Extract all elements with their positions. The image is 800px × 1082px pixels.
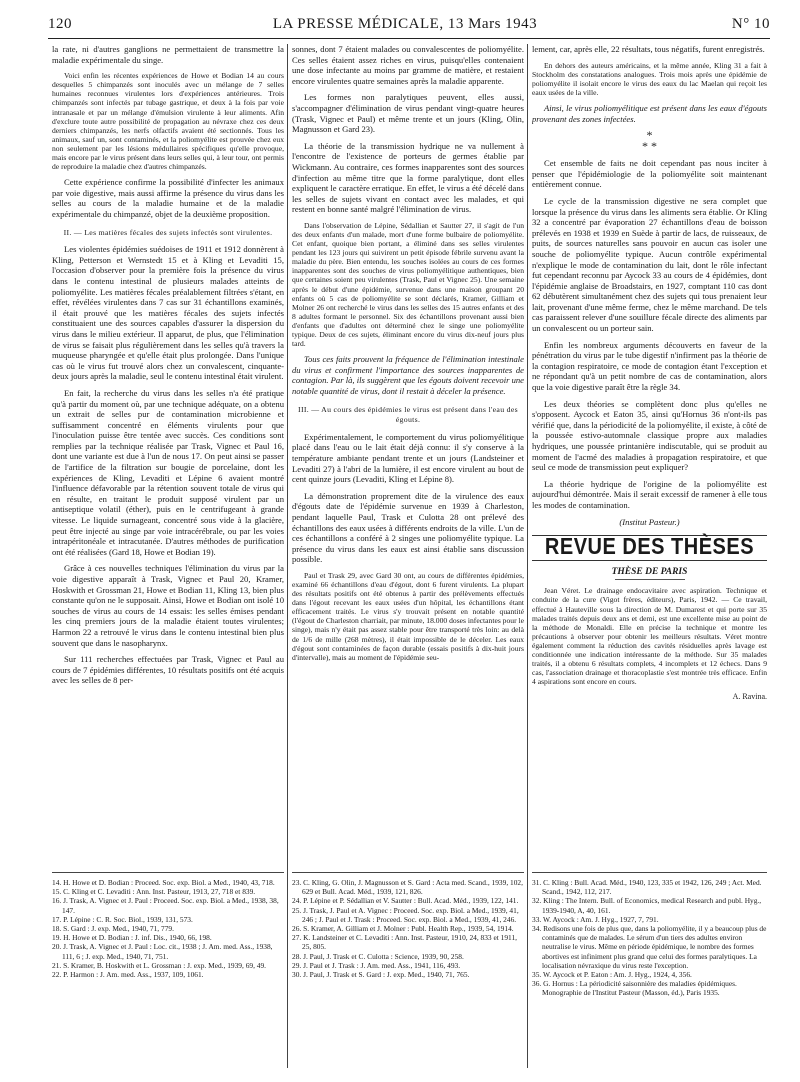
- column-2: [292, 44, 524, 870]
- reference-item: 32. Kling : The Intern. Bull. of Economics, medical Research and publ. Hyg., 1939-1940, A, 40, 161.: [532, 896, 762, 915]
- reference-item: 24. P. Lépine et P. Sédallian et V. Sautter : Bull. Acad. Méd., 1939, 122, 141.: [292, 896, 519, 906]
- paragraph: Le cycle de la transmission digestive ne sera complet que lorsque la présence du virus dans les aliments sera établie. Or Kling 32 a concentré par évaporation 27 échantillons d'eau de boisson prélevés en 1938 et 1939 en Suède à partir de lacs, de ruisseaux, de puits, de sources naturelles sans pouvoir en aucun cas isoler une souche de poliomyélite typique. Aucun contrôle expérimental n'explique le mode de contamination du lait, dont le rôle infectant fut cependant reconnu par Aycock 33 au cours de 4 épidémies, dont l'épidémie anglaise de Broadstairs, en 1927, comptant 110 cas dont 62 débutèrent simultanément chez des sujets qui tous prenaient leur lait, provenant d'une même ferme, chez le même marchand. De tels cas paraissent relever d'une souillure fécale directe des aliments par un convalescent ou un porteur sain.: [532, 195, 767, 334]
- paragraph: Cette expérience confirme la possibilité d'infecter les animaux par voie digestive, mais aussi affirme la présence du virus dans les selles au cours de la maladie humaine et de la maladie expérimentale du chimpanzé, objet de la deuxième proposition.: [52, 177, 284, 219]
- reference-item: 30. J. Paul, J. Trask et S. Gard : J. exp. Med., 1940, 71, 765.: [292, 970, 470, 980]
- reference-item: 27. K. Landsteiner et C. Levaditi : Ann. Inst. Pasteur, 1910, 24, 833 et 1911, 25, 805.: [292, 933, 518, 952]
- paragraph: La théorie hydrique de l'origine de la poliomyélite est aujourd'hui démontrée. Mais il serait excessif de ramener à elle tous les modes de contamination.: [532, 478, 767, 510]
- reference-item: 19. H. Howe et D. Bodian : J. inf. Dis., 1940, 66, 198.: [52, 933, 212, 943]
- article-source: (Institut Pasteur.): [619, 516, 680, 527]
- paragraph: Grâce à ces nouvelles techniques l'élimination du virus par la voie digestive apparaît à Trask, Vignec et Paul 20, Kramer, Hoskwith et Grossman 21, Howe et Bodian 11, Kling 13, bien plus constante qu'on ne le supposait. Ainsi, Howe et Bodian ont isolé 10 souches de virus au cours de 14 essais: les selles émises pendant les cinq premiers jours de la maladie étaient toutes virulentes; Harmon 22 a retrouvé le virus dans le contenu intestinal bien plus souvent que dans le nasopharynx.: [52, 563, 284, 648]
- header-rule: [48, 38, 770, 39]
- references-column-2: [292, 878, 524, 979]
- reference-item: 31. C. Kling : Bull. Acad. Méd., 1940, 123, 335 et 1942, 126, 249 ; Act. Med. Scand., 1942, 112, 217.: [532, 878, 762, 897]
- paragraph-small: Voici enfin les récentes expériences de Howe et Bodian 14 au cours desquelles 5 chimpanzés sont inoculés avec un mélange de 7 selles humaines reconnues virulentes lors d'expériences antérieures. Trois chimpanzés sont infectés par tubage gastrique, et deux à la fois par voie intranasale et par un mélange d'émulsion virulente à leur aliments. Afin d'exclure toute autre possibilité de propagation au névraxe chez ces deux derniers chimpanzés, les nerfs olfactifs avaient été sectionnés. Tous les animaux, sauf un, sont contaminés, et la poliomyélite est prouvée chez eux non seulement par les lésions médullaires spécifiques qu'elle provoque, mais encore par le virus présent dans leurs selles qui, à leur tour, ont permis de reproduire la maladie chez d'autres chimpanzés.: [52, 71, 284, 172]
- section-heading: II. — Les matières fécales des sujets infectés sont virulentes.: [63, 227, 273, 237]
- references-rule: [52, 872, 284, 873]
- section-heading: III. — Au cours des épidémies le virus est présent dans l'eau des égouts.: [298, 404, 518, 425]
- reference-item: 35. W. Aycock et P. Eaton : Am. J. Hyg., 1924, 4, 356.: [532, 970, 692, 980]
- review-banner: [532, 535, 767, 561]
- reference-item: 18. S. Gard : J. exp. Med., 1940, 71, 779.: [52, 924, 174, 934]
- references-rule: [532, 872, 767, 873]
- reference-item: 28. J. Paul, J. Trask et C. Culotta : Science, 1939, 90, 258.: [292, 951, 464, 961]
- paragraph: Enfin les nombreux arguments découverts en faveur de la pénétration du virus par le tube digestif n'infirment pas la théorie de la contagion respiratoire, ce mode de contagion étant l'exception et ne répondant qu'à un petit nombre de cas de contamination, alors que la voie digestive paraît être la règle 34.: [532, 339, 767, 393]
- column-1: [52, 44, 284, 870]
- running-header: [40, 16, 770, 38]
- paragraph: Expérimentalement, le comportement du virus poliomyélitique placé dans l'eau ou le lait était déjà connu: il s'y conserve à la température ambiante pendant trente et un jours (Landsteiner et Levaditi 27) à l'abri de la lumière, il est encore virulent au bout de cent quinze jours (Levaditi, Kling et Lépine 8).: [292, 431, 524, 485]
- review-subtitle: THÈSE DE PARIS: [611, 566, 688, 577]
- paragraph: Les deux théories se complètent donc plus qu'elles ne s'opposent. Aycock et Eaton 35, ainsi qu'Hornus 36 n'ont-ils pas vérifié que, dans la périodicité de la poliomyélite, il existe, à côté de la poussée estivo-automnale classique propre aux maladies hydriques, une poussée printanière indiscutable, qui se produit au moment de l'acmé des maladies à propagation respiratoire, et que seul ce mode de transmission peut expliquer?: [532, 398, 767, 473]
- paragraph: Cet ensemble de faits ne doit cependant pas nous inciter à penser que l'épidémiologie de la poliomyélite soit maintenant entièrement connue.: [532, 158, 767, 190]
- subtitle-rule: [615, 579, 685, 580]
- paragraph: Sur 111 recherches effectuées par Trask, Vignec et Paul au cours de 7 épidémies différentes, 10 résultats positifs ont été acquis avec les selles de 8 per-: [52, 654, 284, 686]
- paragraph: Les violentes épidémies suédoises de 1911 et 1912 donnèrent à Kling, Petterson et Wernstedt 15 et à Kling et Levaditi 15, l'occasion d'observer pour la première fois la présence du virus dans le contenu intestinal de plusieurs malades atteints de poliomyélite. Les matières fécales préalablement filtrées s'étant, en effet, révélées virulentes dans 7 cas sur 31 échantillons examinés, il était prouvé que les matières fécales des sujets infectés constituaient une des sources capables d'assurer la dispersion du virus dans le milieu extérieur. Il apparut, de plus, que l'élimination de virus se faisait plus régulièrement dans les selles qu'à travers la muqueuse pharyngée et qu'elle était plus prolongée. Dans l'unique cas où le virus fut trouvé alors chez un convalescent, cinquante-deux jours après la maladie, seul le contenu intestinal était virulent.: [52, 244, 284, 382]
- reference-item: 34. Redisons une fois de plus que, dans la poliomyélite, il y a beaucoup plus de contaminés que de malades. Le sérum d'un tiers des adultes environ neutralise le virus. Même en période épidémique, le nombre des formes abortives est infiniment plus grand que celui des formes paralytiques. La localisation névraxique du virus reste l'exception.: [532, 924, 767, 970]
- paragraph: Les formes non paralytiques peuvent, elles aussi, s'accompagner d'élimination de virus pendant vingt-quatre heures (Trask, Vignec et Paul) et même trente et un jours (Kling, Olin, Magnusson et Gard 23).: [292, 92, 524, 135]
- issue-number: N° 10: [731, 16, 770, 32]
- page-number: 120: [48, 16, 72, 32]
- paragraph: La démonstration proprement dite de la virulence des eaux d'égouts date de l'épidémie survenue en 1939 à Charleston, pendant laquelle Paul, Trask et Culotta 28 ont prélevé des échantillons des eaux usées à différents endroits de la ville. L'un de ces échantillons a conféré à 2 singes une poliomyélite typique. La présence du virus dans les eaux est ainsi établie sans discussion possible.: [292, 490, 524, 565]
- reference-item: 16. J. Trask, A. Vignec et J. Paul : Proceed. Soc. exp. Biol. a Med., 1938, 38, 147.: [52, 896, 279, 915]
- reference-item: 21. S. Kramer, B. Hoskwith et L. Grossman : J. exp. Med., 1939, 69, 49.: [52, 960, 267, 970]
- paragraph-small: Dans l'observation de Lépine, Sédallian et Sautter 27, il s'agit de l'un des deux enfants d'un malade, mort d'une forme bulbaire de poliomyélite. Cet enfant, quoique bien portant, a éliminé dans ses selles virulentes pendant les 123 jours qui suivirent un petit épisode fébrile survenu avant la maladie du père. Bien entendu, les souches isolées au cours de ces formes inapparentes sont des souches de virus poliomyélitique authentiques, bien que certaines soient peu virulentes (Trask, Paul et Vignec 25). Une semaine après le début d'une épidémie, survenue dans une maison groupant 20 enfants où 5 cas de poliomyélite se sont déclarés, Kramer, Gilliam et Molner 26 ont recherché le virus dans les selles des 15 autres enfants et des 8 adultes formant le personnel. Six des échantillons provenant aussi bien d'enfants que d'adultes ont déterminé chez le singe une poliomyélite typique. Deux de ces sujets, éliminant encore du virus dix-neuf jours plus tard.: [292, 220, 524, 349]
- review-title: REVUE DES THÈSES: [544, 534, 755, 560]
- paragraph: Tous ces faits prouvent la fréquence de l'élimination intestinale du virus et confirment l'importance des sources inapparentes de contagion. Par là, ils suggèrent que les égouts doivent recevoir une notable quantité de virus, dont il restait à déceler la présence.: [292, 354, 524, 396]
- references-column-3: [532, 878, 767, 998]
- column-3: [532, 44, 767, 870]
- reference-item: 33. W. Aycock : Am. J. Hyg., 1927, 7, 791.: [532, 914, 659, 924]
- references-column-1: [52, 878, 284, 979]
- references-rule: [292, 872, 524, 873]
- reference-item: 26. S. Kramer, A. Gilliam et J. Molner : Publ. Health Rep., 1939, 54, 1914.: [292, 924, 514, 934]
- reference-item: 36. G. Hornus : La périodicité saisonnière des maladies épidémiques. Monographie de l'Institut Pasteur (Masson, éd.), Paris 1935.: [532, 979, 737, 998]
- paragraph-small: En dehors des auteurs américains, et la même année, Kling 31 a fait à Stockholm des constatations analogues. Trois mois après une épidémie de poliomyélite il isolait encore le virus des eaux du lac Maelan qui reçoit les eaux usées de la ville.: [532, 60, 767, 97]
- column-divider: [287, 44, 288, 1068]
- reference-item: 14. H. Howe et D. Bodian : Proceed. Soc. exp. Biol. a Med., 1940, 43, 718.: [52, 878, 275, 887]
- reference-item: 15. C. Kling et C. Levaditi : Ann. Inst. Pasteur, 1913, 27, 718 et 839.: [52, 887, 256, 897]
- paragraph: la rate, ni d'autres ganglions ne permettaient de transmettre la maladie expérimentale du singe.: [52, 44, 284, 65]
- reference-item: 17. P. Lépine : C. R. Soc. Biol., 1939, 131, 573.: [52, 914, 193, 924]
- section-ornament: * * *: [642, 128, 657, 154]
- paragraph: Ainsi, le virus poliomyélitique est présent dans les eaux d'égouts provenant des zones infectées.: [532, 102, 767, 124]
- reference-item: 25. J. Trask, J. Paul et A. Vignec : Proceed. Soc. exp. Biol. a Med., 1939, 41, 246 ; J. Paul et J. Trask : Proceed. Soc. exp. Biol. a Med., 1939, 41, 246.: [292, 905, 519, 924]
- column-divider: [527, 44, 528, 1068]
- review-paragraph: Jean Véret. Le drainage endocavitaire avec aspiration. Technique et conduite de la cure (Vigot frères, éditeurs), Paris, 1942. — Ce travail, effectué à Hauteville sous la direction de M. Dumarest et qui porte sur 35 malades traités depuis deux ans et demi, est une excellente mise au point de la méthode de Monaldi. Elle en précise la technique et montre les précautions à observer pour obtenir les meilleurs résultats. Véret montre également comment la réduction des cavités résiduelles après lavage est conditionnée une indication intéressante de la méthode. Sur 35 malades traités, il a obtenu 6 résultats complets, 4 incomplets et 12 échecs. Dans 9 cas, l'association drainage et thoracoplastie s'est montrée très efficace. Enfin 4 aspirations sont encore en cours.: [532, 586, 767, 687]
- paragraph: sonnes, dont 7 étaient malades ou convalescentes de poliomyélite. Ces selles étaient assez riches en virus, puisqu'elles contenaient une dose infectante au moins par gramme de matière, et restaient encore virulentes quatre semaines après la maladie apparente.: [292, 44, 524, 86]
- journal-title: LA PRESSE MÉDICALE, 13 Mars 1943: [272, 16, 538, 32]
- reference-item: 22. P. Harmon : J. Am. med. Ass., 1937, 109, 1061.: [52, 970, 204, 980]
- reference-item: 23. C. Kling, G. Olin, J. Magnusson et S. Gard : Acta med. Scand., 1939, 102, 629 et Bull. Acad. Méd., 1939, 121, 826.: [292, 878, 523, 897]
- paragraph: lement, car, après elle, 22 résultats, tous négatifs, furent enregistrés.: [532, 44, 765, 54]
- paragraph: En fait, la recherche du virus dans les selles n'a été pratique qu'à partir du moment où, par une technique adéquate, on a obtenu un extrait de selles pur de contamination microbienne et suffisamment concentré en éléments virulents pour que l'inoculation puisse être tentée avec succès. Ces conditions sont remplies par la technique réalisée par Trask, Vignec et Paul 16, dont une variante est due à l'un de nous 17. On peut ainsi se passer de l'artifice de la filtration sur bougie de porcelaine, dont les expériences de Kling, Levaditi et Lépine 6 avaient montré l'influence défavorable par la rétention souvent totale de virus qui en résulte, en traitant le produit supposé virulent par un antiseptique volatil (éther), puis en le centrifugeant à grande vitesse. Le liquide surnageant, concentré sous vide à la glacière, peut être injecté au singe par voie intracérébrale, ou par les voies intrapéritonéale et intracutanée. D'autres méthodes de purification ont été réalisées (Gard 18, Howe et Bodian 19).: [52, 387, 284, 557]
- review-signature: A. Ravina.: [732, 692, 767, 702]
- paragraph-small: Paul et Trask 29, avec Gard 30 ont, au cours de différentes épidémies, examiné 66 échantillons d'eau d'égout, dont 6 furent virulents. La plupart des résultats positifs ont été obtenus à partir des prélèvements effectués dans l'égout recevant les eaux usées d'un hôpital, les échantillons étant efficacement traités. Le virus s'y trouvait présent en notable quantité (l'égout de Charleston charriait, par minute, 18.000 doses infectantes pour le singe), mais n'y était pas assez stable pour être transporté très loin: au delà de 1/6 de mille (268 mètres), il était impossible de le déceler. Les eaux d'égout sont contaminées de façon durable (essais positifs à dix-huit jours d'intervalle), mais au moment de l'épidémie seu-: [292, 570, 524, 662]
- reference-item: 20. J. Trask, A. Vignec et J. Paul : Loc. cit., 1938 ; J. Am. med. Ass., 1938, 111, 6 ; J. exp. Med., 1940, 71, 751.: [52, 942, 273, 961]
- paragraph: La théorie de la transmission hydrique ne va nullement à l'encontre de l'existence de porteurs de germes établie par Wickmann. Au contraire, ces formes inapparentes sont des sources d'infection au même titre que la forme paralytique, dont elles expliquent le caractère erratique. En effet, le virus a été décelé dans les selles de sujets vivant en contact avec les malades, et qui restent en bonne santé malgré l'élimination de virus.: [292, 140, 524, 215]
- reference-item: 29. J. Paul et J. Trask : J. Am. med. Ass., 1941, 116, 493.: [292, 960, 461, 970]
